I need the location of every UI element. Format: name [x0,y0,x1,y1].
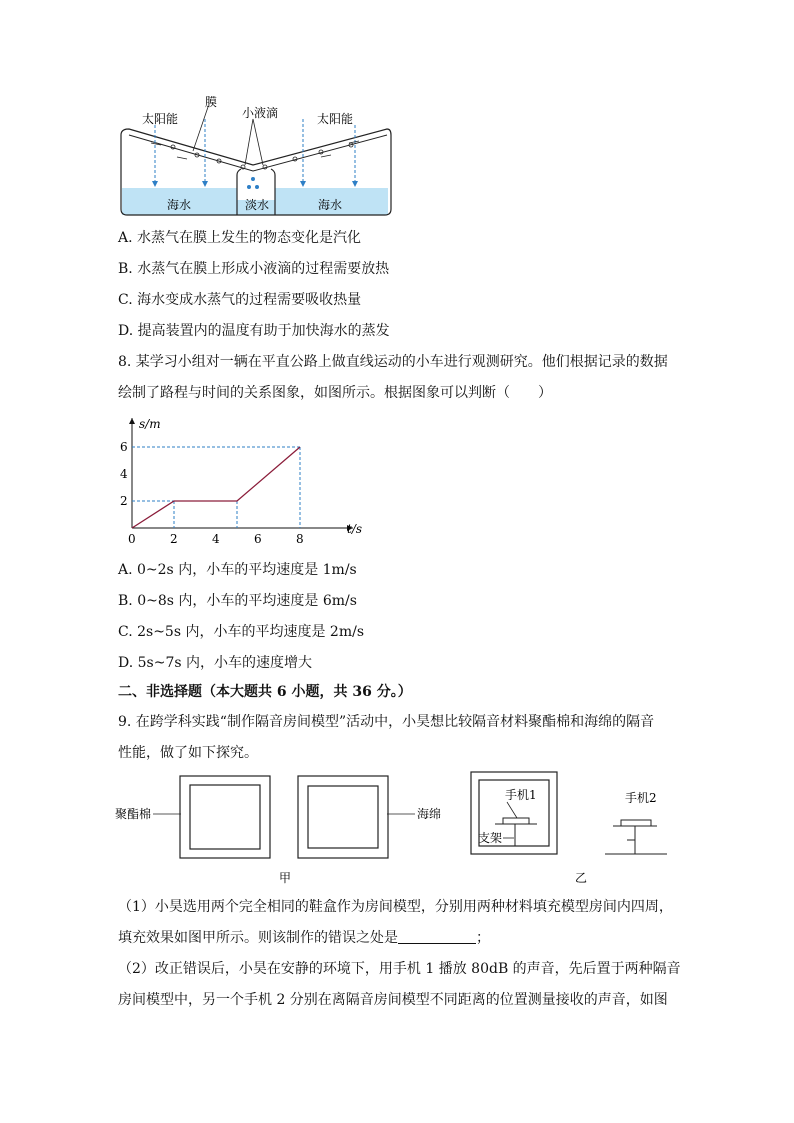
label-polyester: 聚酯棉 [115,807,152,821]
label-stand: 支架 [478,831,503,845]
label-fresh-water: 淡水 [245,198,270,212]
x-tick-label: 4 [212,532,220,546]
caption-yi: 乙 [575,871,588,885]
x-tick-label: 0 [128,532,136,546]
q9-part2-line2: 房间模型中，另一个手机 2 分别在离隔音房间模型不同距离的位置测量接收的声音，如图 [118,992,668,1008]
falling-drops [247,177,259,189]
label-droplet: 小液滴 [242,106,279,120]
phone2 [621,820,651,826]
x-tick-label: 8 [296,532,304,546]
q8-option-b: B. 0~8s 内，小车的平均速度是 6m/s [118,593,357,609]
q9-part1-line2-end: ； [476,930,490,946]
y-tick-label: 2 [120,494,128,508]
q9-stem-line1: 9. 在跨学科实践“制作隔音房间模型”活动中，小昊想比较隔音材料聚酯棉和海绵的隔音 [118,714,655,730]
q9-part1-line2-text: 填充效果如图甲所示。则该制作的错误之处是 [118,930,398,946]
q8-stem-line1: 8. 某学习小组对一辆在平直公路上做直线运动的小车进行观测研究。他们根据记录的数据 [118,354,668,370]
q9-part1-line2 [118,929,490,947]
y-tick-label: 6 [120,440,128,454]
section-heading: 二、非选择题（本大题共 6 小题，共 36 分。） [118,684,412,700]
label-sea-left: 海水 [167,198,192,212]
label-membrane: 膜 [205,95,218,109]
q7-option-a: A. 水蒸气在膜上发生的物态变化是汽化 [118,230,362,246]
box-polyester-outer [180,776,270,858]
q9-stem-line2: 性能，做了如下探究。 [118,745,258,761]
y-axis-label: s/m [139,417,161,431]
x-axis-label: t/s [347,522,363,536]
label-phone2: 手机2 [625,791,657,805]
data-line [132,447,300,528]
distance-time-chart [115,412,375,550]
x-tick-label: 6 [254,532,262,546]
q7-option-d: D. 提高装置内的温度有助于加快海水的蒸发 [118,323,390,339]
q7-option-b: B. 水蒸气在膜上形成小液滴的过程需要放热 [118,261,390,277]
answer-blank[interactable] [398,929,476,944]
q7-option-c: C. 海水变成水蒸气的过程需要吸收热量 [118,292,362,308]
q8-option-c: C. 2s~5s 内，小车的平均速度是 2m/s [118,624,365,640]
phone1 [503,818,529,824]
y-tick-label: 4 [120,467,128,481]
label-sun-left: 太阳能 [142,112,179,126]
box-sponge-inner [308,786,378,848]
label-phone1: 手机1 [505,788,537,802]
q9-part1-line1: （1）小昊选用两个完全相同的鞋盒作为房间模型，分别用两种材料填充模型房间内四周， [118,899,673,915]
q8-stem-line2: 绘制了路程与时间的关系图象，如图所示。根据图象可以判断（ ） [118,385,552,401]
q9-part2-line1: （2）改正错误后，小昊在安静的环境下，用手机 1 播放 80dB 的声音，先后置于两种隔音 [118,961,681,977]
box-sponge-outer [298,776,388,858]
label-sea-right: 海水 [318,198,343,212]
q8-option-a: A. 0~2s 内，小车的平均速度是 1m/s [118,562,357,578]
soundproof-figure [115,768,680,890]
label-sun-right: 太阳能 [317,112,354,126]
x-tick-label: 2 [170,532,178,546]
box-polyester-inner [190,785,260,849]
desalination-figure [115,95,395,225]
label-sponge: 海绵 [417,807,442,821]
caption-jia: 甲 [279,871,292,885]
q8-option-d: D. 5s~7s 内，小车的速度增大 [118,655,312,671]
